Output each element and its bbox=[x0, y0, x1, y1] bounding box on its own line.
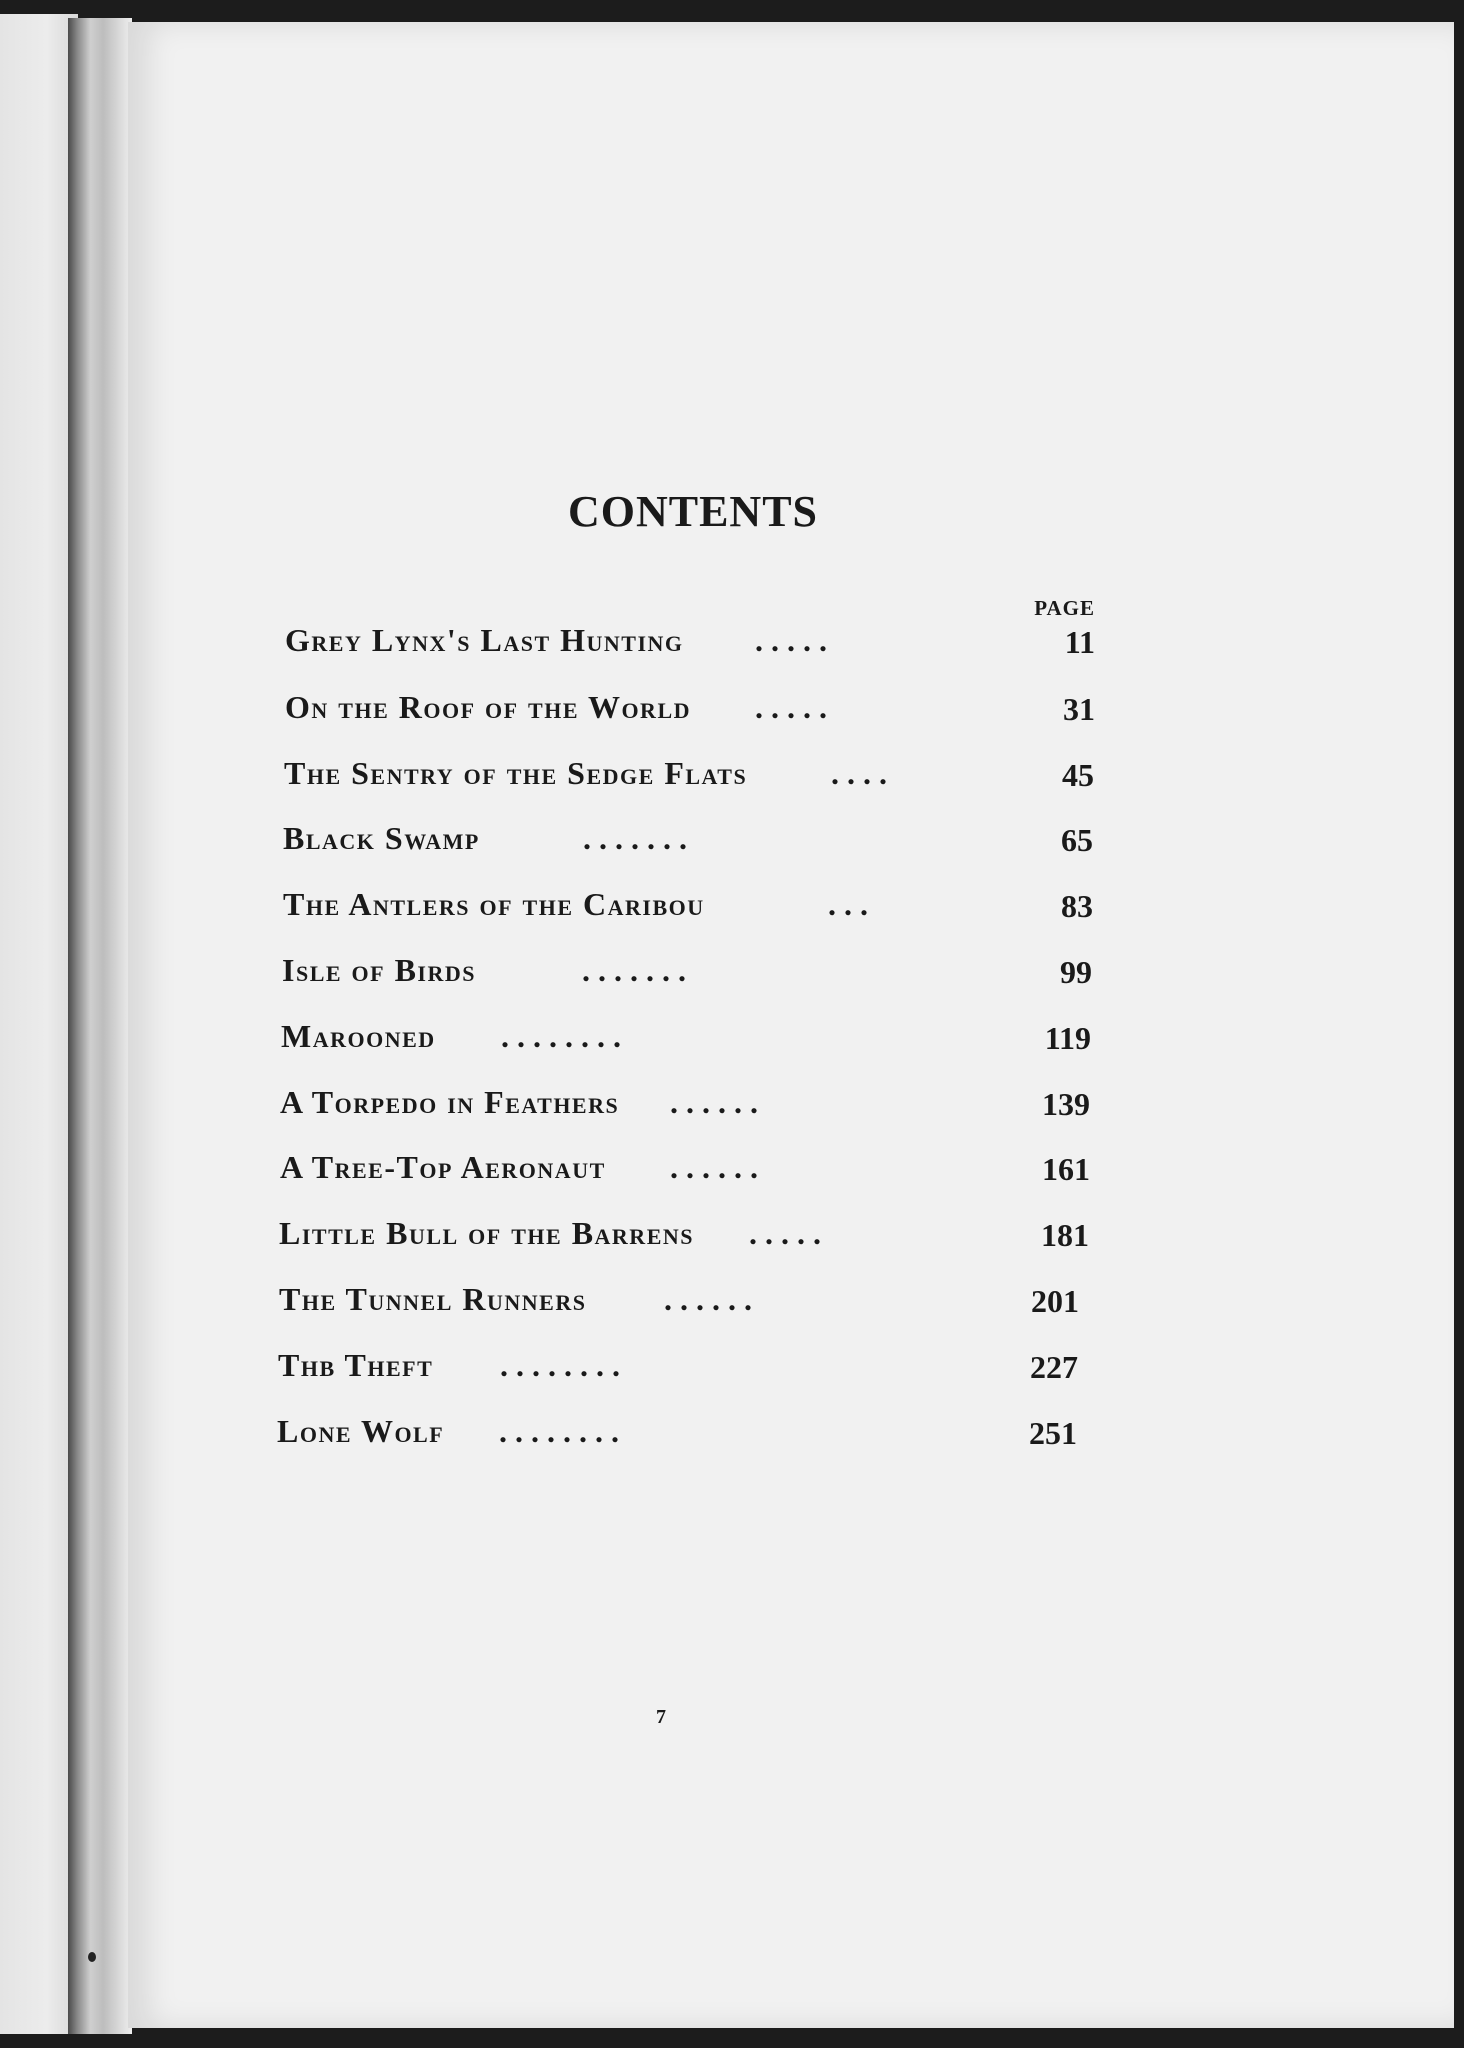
toc-entry-page: 181 bbox=[1041, 1217, 1089, 1253]
toc-entry-page: 31 bbox=[1063, 691, 1095, 727]
toc-entry-leader: . . . . bbox=[831, 755, 887, 791]
facing-page-edge bbox=[0, 14, 78, 2034]
page-column-label: PAGE bbox=[1034, 596, 1095, 620]
toc-entry-page: 161 bbox=[1042, 1151, 1090, 1187]
toc-entry-page: 11 bbox=[1064, 624, 1095, 660]
toc-entry-page: 65 bbox=[1061, 822, 1093, 858]
page-title: CONTENTS bbox=[567, 487, 819, 536]
toc-entry-page: 251 bbox=[1029, 1415, 1077, 1451]
toc-entry bbox=[283, 820, 1093, 870]
toc-entry-leader: . . . . . . bbox=[664, 1281, 752, 1317]
toc-entry-page: 83 bbox=[1061, 888, 1093, 924]
toc-entry-leader: . . . . . . . . bbox=[501, 1018, 621, 1054]
toc-entry bbox=[283, 886, 1093, 936]
toc-entry-title: The Tunnel Runners bbox=[279, 1281, 587, 1317]
toc-entry-leader: . . . . . bbox=[755, 689, 827, 725]
toc-entry-page: 227 bbox=[1030, 1349, 1078, 1385]
toc-entry-leader: . . . . . bbox=[755, 622, 827, 658]
toc-entry-title: Grey Lynx's Last Hunting bbox=[285, 622, 684, 658]
toc-entry bbox=[279, 1281, 1089, 1331]
toc-entry bbox=[277, 1413, 1087, 1463]
toc-entry-title: On the Roof of the World bbox=[285, 689, 692, 725]
toc-entry bbox=[285, 689, 1095, 739]
toc-entry-title: Marooned bbox=[281, 1018, 436, 1054]
toc-entry-leader: . . . . . . . . bbox=[500, 1347, 620, 1383]
toc-entry-leader: . . . . . . bbox=[670, 1149, 758, 1185]
toc-entry-title: A Torpedo in Feathers bbox=[280, 1084, 620, 1120]
page-folio: 7 bbox=[656, 1706, 666, 1728]
toc-entry-leader: . . . . . . bbox=[670, 1084, 758, 1120]
toc-entry bbox=[279, 1215, 1089, 1265]
toc-entry-leader: . . . . . bbox=[749, 1215, 821, 1251]
book-gutter bbox=[68, 18, 132, 2034]
toc-entry-page: 99 bbox=[1060, 954, 1092, 990]
toc-entry-title: The Antlers of the Caribou bbox=[283, 886, 705, 922]
toc-entry-title: Isle of Birds bbox=[282, 952, 477, 988]
toc-entry-page: 201 bbox=[1031, 1283, 1079, 1319]
toc-entry-title: Thb Theft bbox=[278, 1347, 434, 1383]
toc-entry-leader: . . . . . . . . bbox=[499, 1413, 619, 1449]
toc-entry bbox=[285, 622, 1095, 672]
toc-entry-title: The Sentry of the Sedge Flats bbox=[284, 755, 748, 791]
toc-entry-page: 139 bbox=[1042, 1086, 1090, 1122]
toc-entry-leader: . . . bbox=[828, 886, 868, 922]
toc-entry bbox=[282, 952, 1092, 1002]
toc-entry-title: Lone Wolf bbox=[277, 1413, 445, 1449]
toc-entry-leader: . . . . . . . bbox=[583, 820, 687, 856]
toc-entry bbox=[284, 755, 1094, 805]
toc-entry-title: A Tree-Top Aeronaut bbox=[280, 1149, 606, 1185]
toc-entry-title: Black Swamp bbox=[283, 820, 480, 856]
toc-entry-title: Little Bull of the Barrens bbox=[279, 1215, 694, 1251]
binding-mark bbox=[88, 1952, 96, 1962]
toc-entry-page: 45 bbox=[1062, 757, 1094, 793]
toc-entry bbox=[281, 1018, 1091, 1068]
toc-entry bbox=[278, 1347, 1088, 1397]
toc-entry-page: 119 bbox=[1044, 1020, 1091, 1056]
toc-entry bbox=[280, 1149, 1090, 1199]
toc-entry-leader: . . . . . . . bbox=[582, 952, 686, 988]
toc-entry bbox=[280, 1084, 1090, 1134]
